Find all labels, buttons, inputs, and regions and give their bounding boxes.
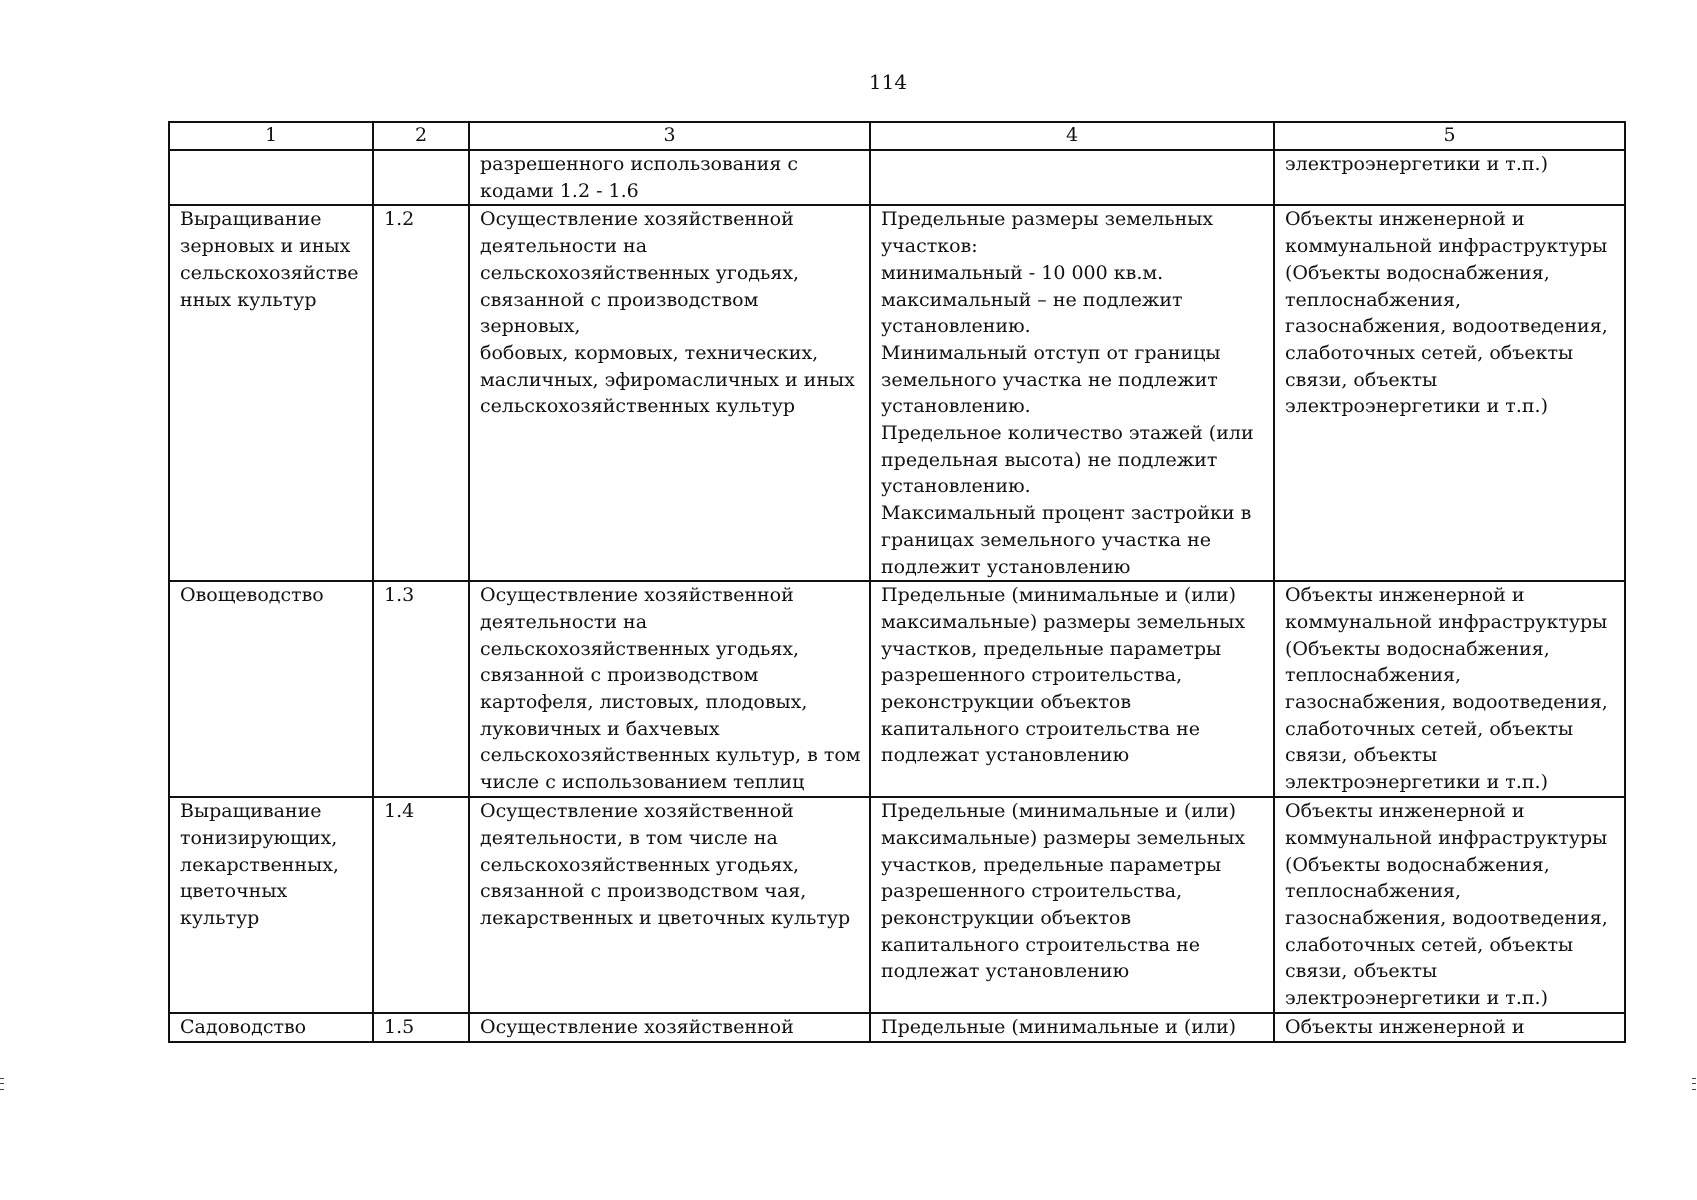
table-row — [169, 797, 1625, 1013]
parameters-cell — [870, 150, 1274, 205]
infrastructure-cell: Объекты инженерной и коммунальной инфраструктуры (Объекты водоснабжения, теплоснабжения, газоснабжения, водоотведения, слаботочных сетей, объекты связи, объекты электроэнергетики и т.п.) — [1274, 581, 1625, 797]
use-description-cell: Осуществление хозяйственной деятельности на сельскохозяйственных угодьях, связанной с производством картофеля, листовых, плодовых, луковичных и бахчевых сельскохозяйственных культур, в том числе с использованием теплиц — [469, 581, 870, 797]
table-header-row — [169, 122, 1625, 150]
use-name-cell: Овощеводство — [169, 581, 373, 797]
parameters-cell: Предельные размеры земельных участков: минимальный - 10 000 кв.м. максимальный – не подлежит установлению. Минимальный отступ от границы земельного участка не подлежит установлению. Предельное количество этажей (или предельная высота) не подлежит установлению. Максимальный процент застройки в границах земельного участка не подлежит установлению — [870, 205, 1274, 581]
infrastructure-cell: электроэнергетики и т.п.) — [1274, 150, 1625, 205]
table-row — [169, 205, 1625, 581]
land-use-table — [168, 121, 1626, 1043]
parameters-cell: Предельные (минимальные и (или) максимальные) размеры земельных участков, предельные параметры разрешенного строительства, реконструкции объектов капитального строительства не подлежат установлению — [870, 797, 1274, 1013]
use-name-cell — [169, 150, 373, 205]
table-row — [169, 1013, 1625, 1042]
column-header: 3 — [469, 122, 870, 150]
use-code-cell: 1.2 — [373, 205, 469, 581]
infrastructure-cell: Объекты инженерной и коммунальной инфраструктуры (Объекты водоснабжения, теплоснабжения, газоснабжения, водоотведения, слаботочных сетей, объекты связи, объекты электроэнергетики и т.п.) — [1274, 205, 1625, 581]
parameters-cell: Предельные (минимальные и (или) максимальные) размеры земельных участков, предельные параметры разрешенного строительства, реконструкции объектов капитального строительства не подлежат установлению — [870, 581, 1274, 797]
column-header: 4 — [870, 122, 1274, 150]
table-row — [169, 581, 1625, 797]
infrastructure-cell: Объекты инженерной и коммунальной инфраструктуры (Объекты водоснабжения, теплоснабжения, газоснабжения, водоотведения, слаботочных сетей, объекты связи, объекты электроэнергетики и т.п.) — [1274, 797, 1625, 1013]
parameters-cell: Предельные (минимальные и (или) — [870, 1013, 1274, 1042]
use-description-cell: Осуществление хозяйственной деятельности на сельскохозяйственных угодьях, связанной с производством зерновых, бобовых, кормовых, технических, масличных, эфиромасличных и иных сельскохозяйственных культур — [469, 205, 870, 581]
use-description-cell: Осуществление хозяйственной деятельности, в том числе на сельскохозяйственных угодьях, связанной с производством чая, лекарственных и цветочных культур — [469, 797, 870, 1013]
use-code-cell: 1.4 — [373, 797, 469, 1013]
use-code-cell — [373, 150, 469, 205]
infrastructure-cell: Объекты инженерной и — [1274, 1013, 1625, 1042]
use-description-cell: разрешенного использования с кодами 1.2 - 1.6 — [469, 150, 870, 205]
column-header: 2 — [373, 122, 469, 150]
use-code-cell: 1.5 — [373, 1013, 469, 1042]
column-header: 5 — [1274, 122, 1625, 150]
column-header: 1 — [169, 122, 373, 150]
page-number: 114 — [868, 70, 908, 94]
use-name-cell: Выращивание тонизирующих, лекарственных, цветочных культур — [169, 797, 373, 1013]
left-margin-mark — [0, 1078, 4, 1090]
use-name-cell: Выращивание зерновых и иных сельскохозяйстве нных культур — [169, 205, 373, 581]
use-code-cell: 1.3 — [373, 581, 469, 797]
use-description-cell: Осуществление хозяйственной — [469, 1013, 870, 1042]
use-name-cell: Садоводство — [169, 1013, 373, 1042]
right-margin-mark — [1692, 1078, 1696, 1090]
table-row — [169, 150, 1625, 205]
